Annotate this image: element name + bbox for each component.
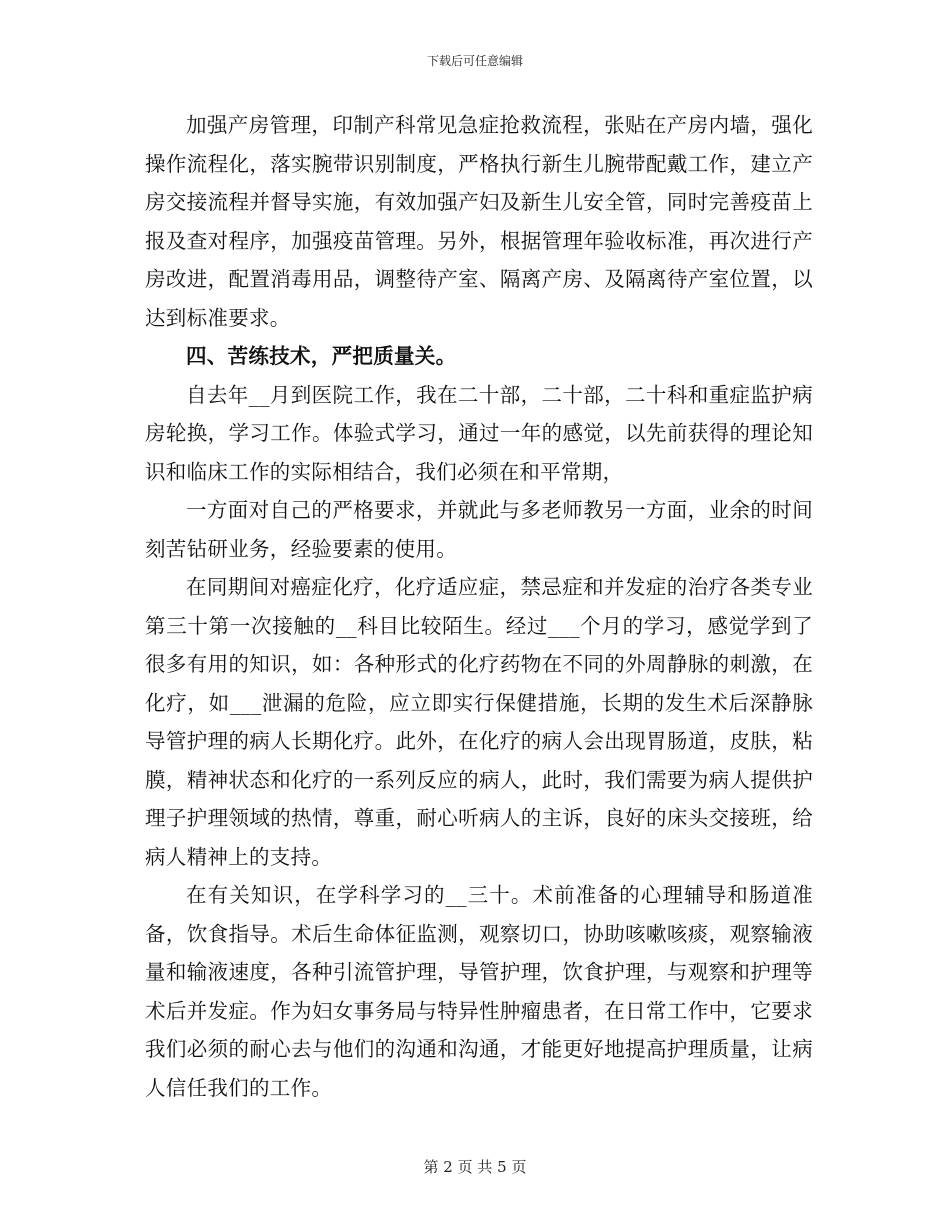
paragraph-2: 自去年__月到医院工作，我在二十部，二十部，二十科和重症监护病房轮换，学习工作。体验式学习，通过一年的感觉，以先前获得的理论知识和临床工作的实际相结合，我们必须在和平常期， [145,382,813,484]
paragraph-1: 加强产房管理，印制产科常见急症抢救流程，张贴在产房内墙，强化操作流程化，落实腕带识别制度，严格执行新生儿腕带配戴工作，建立产房交接流程并督导实施，有效加强产妇及新生儿安全管，同时完善疫苗上报及查对程序，加强疫苗管理。另外，根据管理年验收标准，再次进行产房改进，配置消毒用品，调整待产室、隔离产房、及隔离待产室位置，以达到标准要求。 [145,113,813,330]
page-footer: 第 2 页 共 5 页 [423,1158,527,1176]
section-heading: 四、苦练技术，严把质量关。 [186,344,457,368]
page-header: 下载后可任意编辑 [426,54,523,68]
paragraph-4: 在同期间对癌症化疗，化疗适应症，禁忌症和并发症的治疗各类专业第三十第一次接触的__科目比较陌生。经过___个月的学习，感觉学到了很多有用的知识，如：各种形式的化疗药物在不同的外周静脉的刺激，在化疗，如___泄漏的危险，应立即实行保健措施，长期的发生术后深静脉导管护理的病人长期化疗。此外，在化疗的病人会出现胃肠道，皮肤，粘膜，精神状态和化疗的一系列反应的病人，此时，我们需要为病人提供护理子护理领域的热情，尊重，耐心听病人的主诉，良好的床头交接班，给病人精神上的支持。 [145,575,813,869]
paragraph-5: 在有关知识，在学科学习的__三十。术前准备的心理辅导和肠道准备，饮食指导。术后生命体征监测，观察切口，协助咳嗽咳痰，观察输液量和输液速度，各种引流管护理，导管护理，饮食护理，与观察和护理等术后并发症。作为妇女事务局与特异性肿瘤患者，在日常工作中，它要求我们必须的耐心去与他们的沟通和沟通，才能更好地提高护理质量，让病人信任我们的工作。 [145,883,813,1100]
paragraph-3: 一方面对自己的严格要求，并就此与多老师教另一方面，业余的时间刻苦钻研业务，经验要素的使用。 [145,498,813,561]
document-body [145,106,813,1107]
